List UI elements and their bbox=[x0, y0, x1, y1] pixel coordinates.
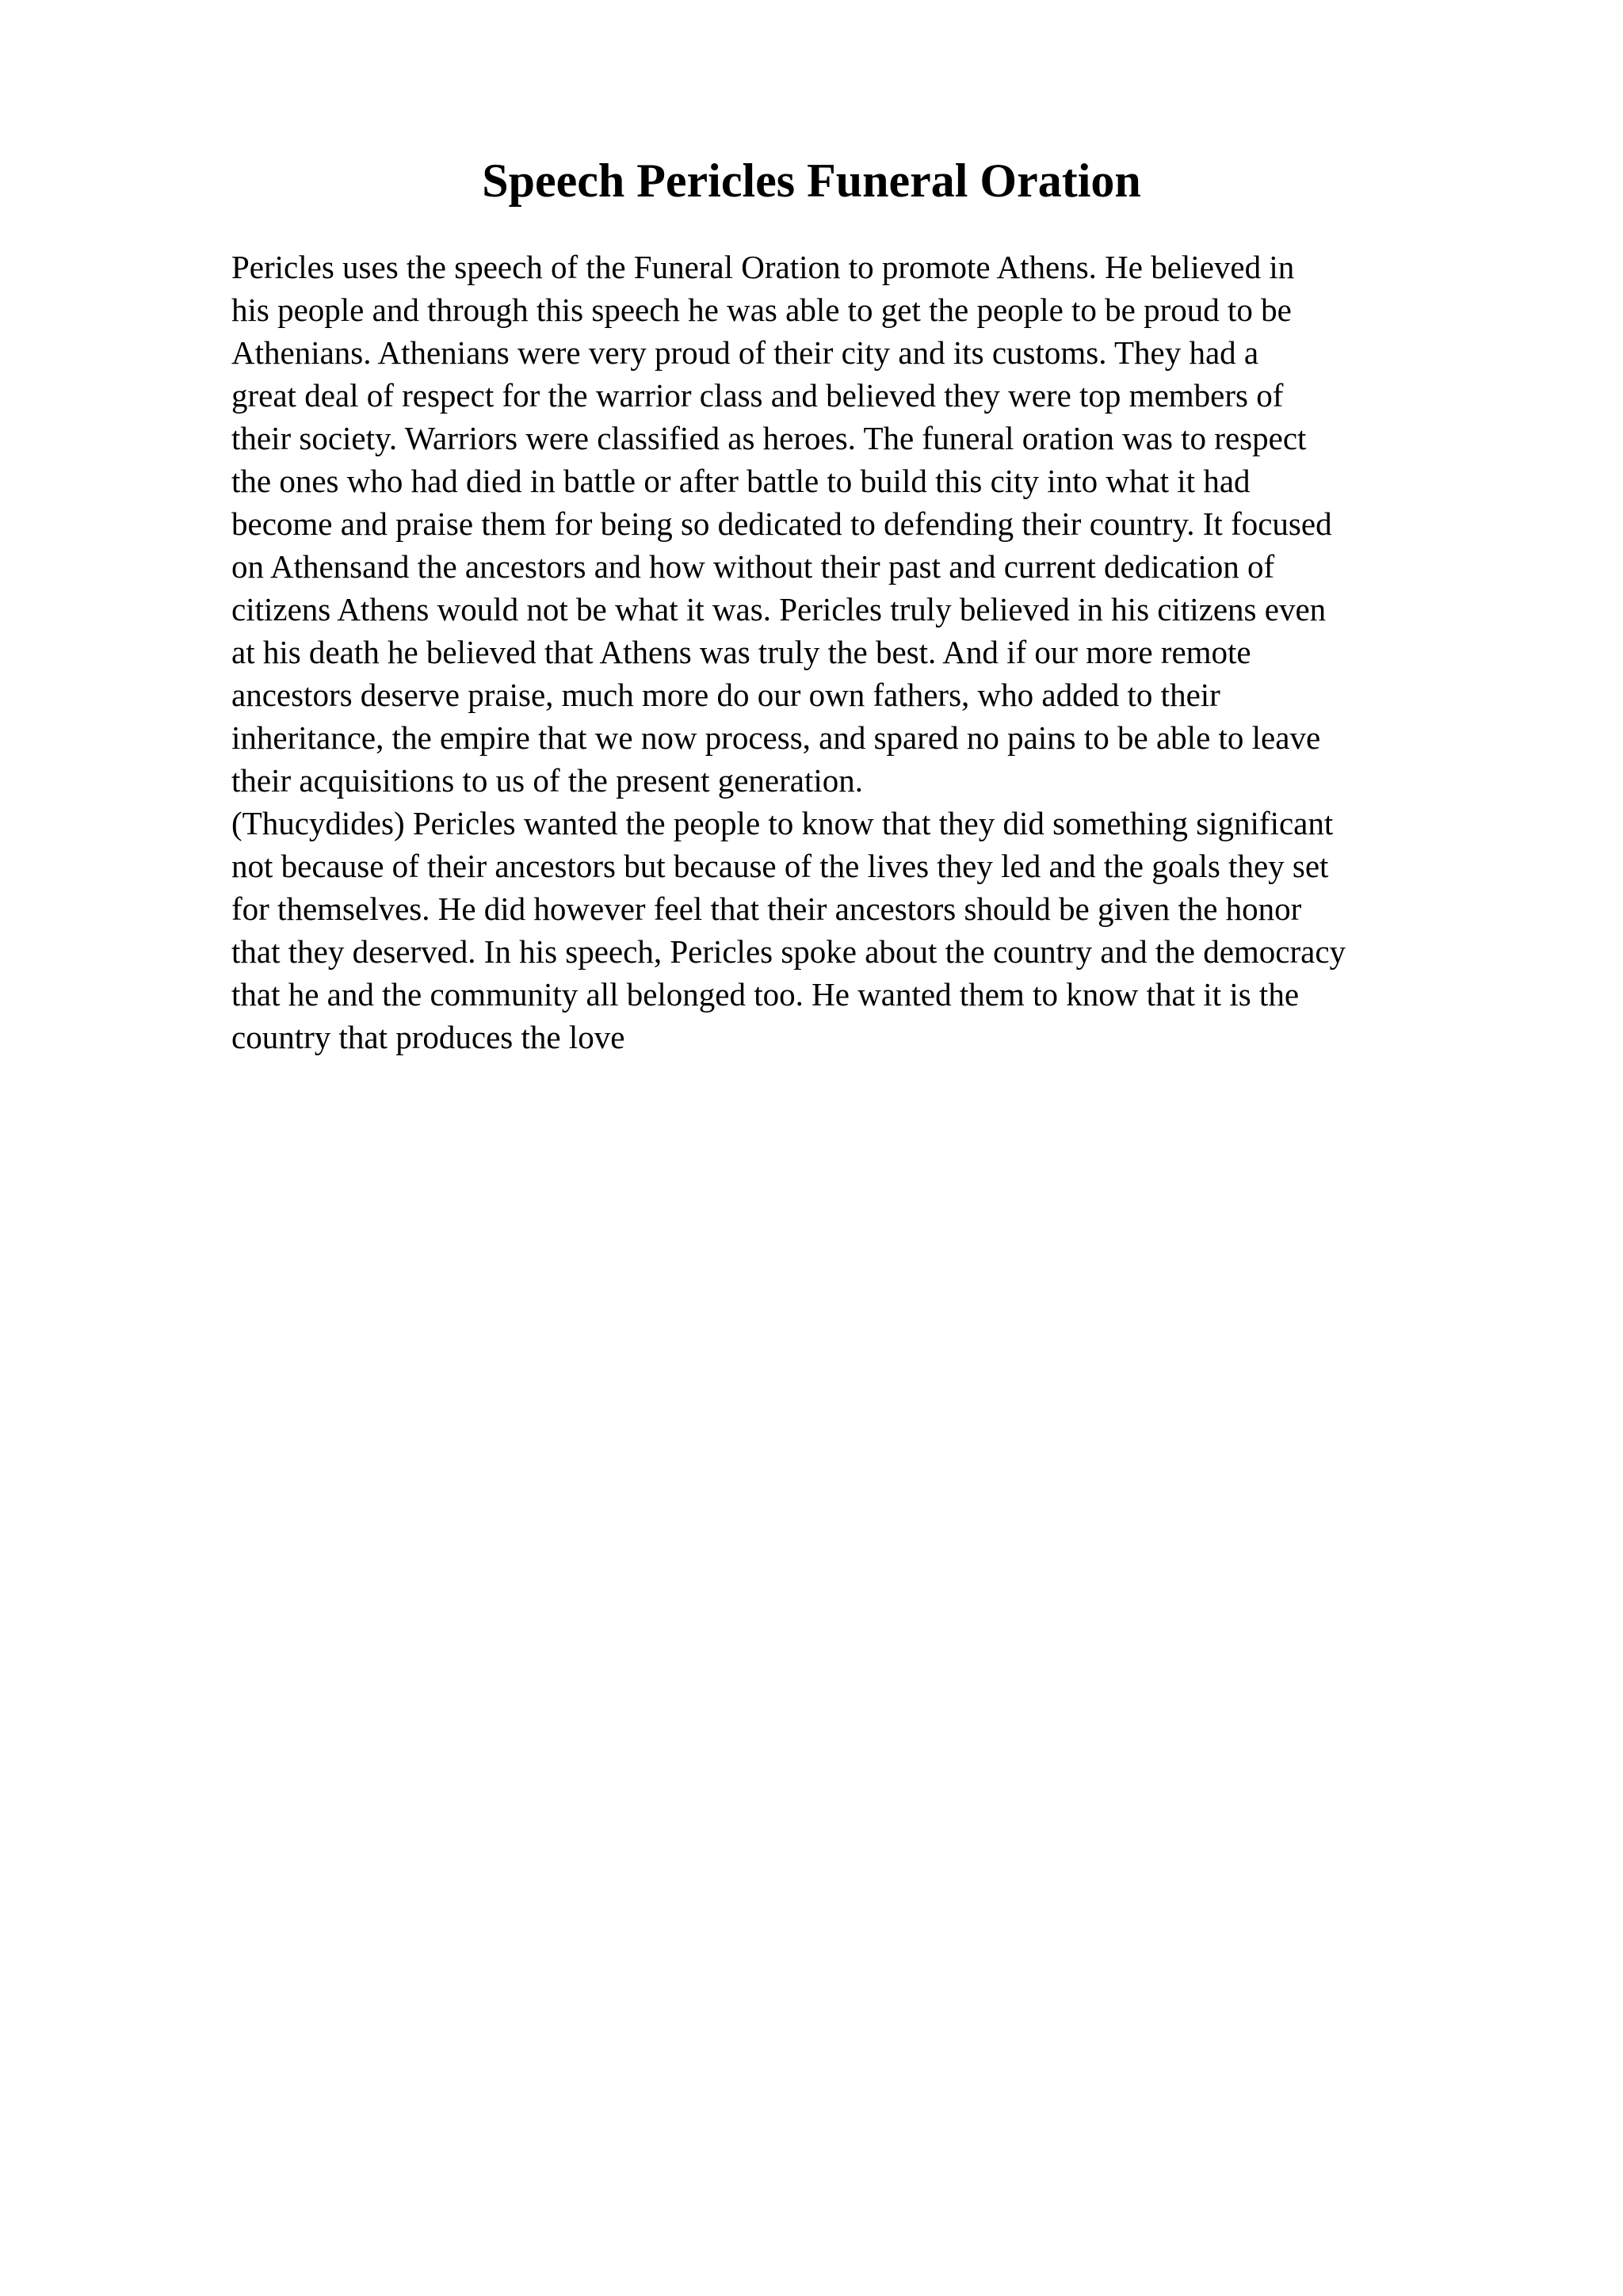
body-line: citizens Athens would not be what it was. Pericles truly believed in his citizens even bbox=[231, 591, 1327, 627]
body-line: not because of their ancestors but because of the lives they led and the goals they set bbox=[231, 848, 1329, 884]
body-line: become and praise them for being so dedicated to defending their country. It focused bbox=[231, 505, 1332, 542]
body-line: their society. Warriors were classified as heroes. The funeral oration was to respect bbox=[231, 420, 1307, 456]
body-line: that they deserved. In his speech, Pericles spoke about the country and the democracy bbox=[231, 933, 1346, 970]
body-line: (Thucydides) Pericles wanted the people to know that they did something significant bbox=[231, 805, 1334, 841]
body-line: at his death he believed that Athens was truly the best. And if our more remote bbox=[231, 634, 1251, 670]
body-line: Pericles uses the speech of the Funeral Oration to promote Athens. He believed in bbox=[231, 249, 1295, 285]
body-line: country that produces the love bbox=[231, 1019, 625, 1055]
body-line: that he and the community all belonged too. He wanted them to know that it is the bbox=[231, 976, 1300, 1013]
document-title: Speech Pericles Funeral Oration bbox=[482, 154, 1141, 207]
body-line: great deal of respect for the warrior class and believed they were top members of bbox=[231, 377, 1284, 414]
body-line: ancestors deserve praise, much more do our own fathers, who added to their bbox=[231, 677, 1220, 713]
body-line: inheritance, the empire that we now process, and spared no pains to be able to leave bbox=[231, 719, 1321, 756]
body-line: for themselves. He did however feel that their ancestors should be given the honor bbox=[231, 891, 1302, 927]
body-line: their acquisitions to us of the present generation. bbox=[231, 762, 864, 799]
body-line: Athenians. Athenians were very proud of their city and its customs. They had a bbox=[231, 334, 1259, 371]
body-line: his people and through this speech he was able to get the people to be proud to be bbox=[231, 292, 1292, 328]
document-body bbox=[231, 246, 1515, 1058]
body-line: on Athensand the ancestors and how without their past and current dedication of bbox=[231, 548, 1275, 585]
body-line: the ones who had died in battle or after battle to build this city into what it had bbox=[231, 463, 1251, 499]
